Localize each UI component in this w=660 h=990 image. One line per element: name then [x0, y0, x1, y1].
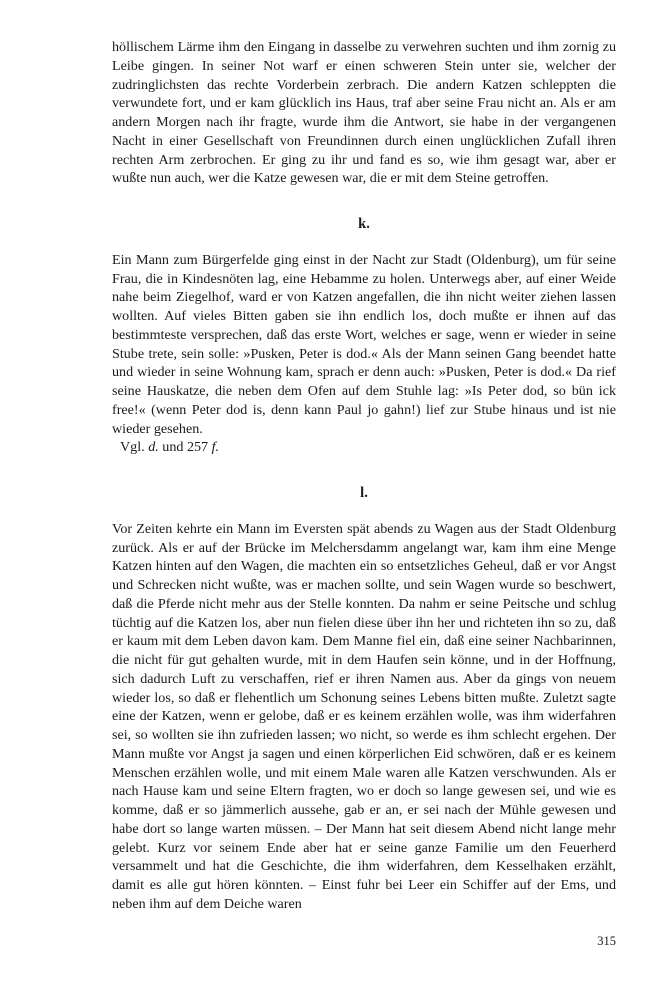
text-block — [112, 38, 616, 914]
paragraph-k: Ein Mann zum Bürgerfelde ging einst in der Nacht zur Stadt (Oldenburg), um für seine Frau, die in Kindesnöten lag, eine Hebamme zu holen. Unterwegs aber, auf einer Weide nahe beim Ziegelhof, ward er von Katzen angefallen, die ihn nicht weiter ziehen lassen wollten. Auf vieles Bitten gaben sie ihn endlich los, doch mußte er ihnen auf das bestimmteste versprechen, daß das erste Wort, welches er sage, wenn er wieder in seine Stube trete, sein solle: »Pusken, Peter is dod.« Als der Mann seinen Gang beendet hatte und wieder in seine Wohnung kam, sprach er denn auch: »Pusken, Peter is dod.« Da rief seine Hauskatze, die neben dem Ofen auf dem Stuhle lag: »Is Peter dod, so bün ick free!« (wenn Peter dod is, denn kann Paul jo gahn!) lief zur Stube hinaus und ist nie wieder gesehen. — [112, 251, 616, 437]
ref-d: d. — [148, 439, 159, 456]
ref-mid: und 257 — [158, 439, 212, 456]
paragraph-continuation: höllischem Lärme ihm den Eingang in dasselbe zu verwehren suchten und ihm zornig zu Leibe gingen. In seiner Not warf er einen schweren Stein unter sie, welcher der zudringlichsten das rechte Vorderbein zerbrach. Die andern Katzen schleppten die verwundete fort, und er kam glücklich ins Haus, traf aber seine Frau nicht an. Als er am andern Morgen nach ihr fragte, wurde ihm die Antwort, sie habe in der vergangenen Nacht in einer Gesellschaft von Freundinnen durch einen unglücklichen Zufall ihren rechten Arm zerbrochen. Er ging zu ihr und fand es so, wie ihm gesagt war, aber er wußte nun auch, wer die Katze gewesen war, die er mit dem Steine getroffen. — [112, 39, 616, 187]
section-heading-k: k. — [358, 216, 370, 232]
cross-reference — [112, 438, 616, 457]
paragraph-l: Vor Zeiten kehrte ein Mann im Eversten spät abends zu Wagen aus der Stadt Oldenburg zurück. Als er auf der Brücke im Melchersdamm angelangt war, kam ihm eine Menge Katzen hinten auf den Wagen, die machten ein so entsetzliches Geheul, daß er vor Angst und Schrecken nicht wußte, was er machen sollte, und sein Wagen wurde so beschwert, daß die Pferde nicht mehr aus der Stelle konnten. Da nahm er seine Peitsche und schlug tüchtig auf die Katzen los, aber nun fielen diese über ihn her und richteten ihn so zu, daß er kaum mit dem Leben davon kam. Dem Manne fiel ein, daß eine seiner Nachbarinnen, die nicht für gut gehalten wurde, mit in dem Haufen sein könne, und in der Hoffnung, sich dadurch Luft zu verschaffen, rief er ihren Namen aus. Aber da gings von neuem wieder los, so daß er flehentlich um Schonung seines Lebens bitten mußte. Zuletzt sagte eine der Katzen, wenn er gelobe, daß er es keinem erzählen wolle, was ihm widerfahren sei, so wollten sie ihn zufrieden lassen; wo nicht, so werde es ihm schlecht ergehen. Der Mann mußte vor Angst ja sagen und einen körperlichen Eid schwören, daß er es keinem Menschen erzählen wolle, und mit einem Male waren alle Katzen verschwunden. Als er nach Hause kam und seine Eltern fragten, wo er doch so lange gewesen sei, und wie es komme, daß er so jämmerlich aussehe, gab er an, er sei nach der Mühle gewesen und habe dort so lange warten müssen. – Der Mann hat seit diesem Abend nicht lange mehr gelebt. Kurz vor seinem Ende aber hat er seine ganze Familie um den Feuerherd versammelt und hat die Geschichte, die ihm widerfahren, dem Kesselhaken erzählt, damit es alle gut hören könnten. – Einst fuhr bei Leer ein Schiffer auf der Ems, und neben ihm auf dem Deiche waren — [112, 520, 616, 912]
page-number: 315 — [597, 934, 616, 948]
ref-f: f. — [211, 439, 220, 456]
ref-prefix: Vgl. — [120, 439, 149, 456]
section-heading-l: l. — [360, 485, 368, 501]
